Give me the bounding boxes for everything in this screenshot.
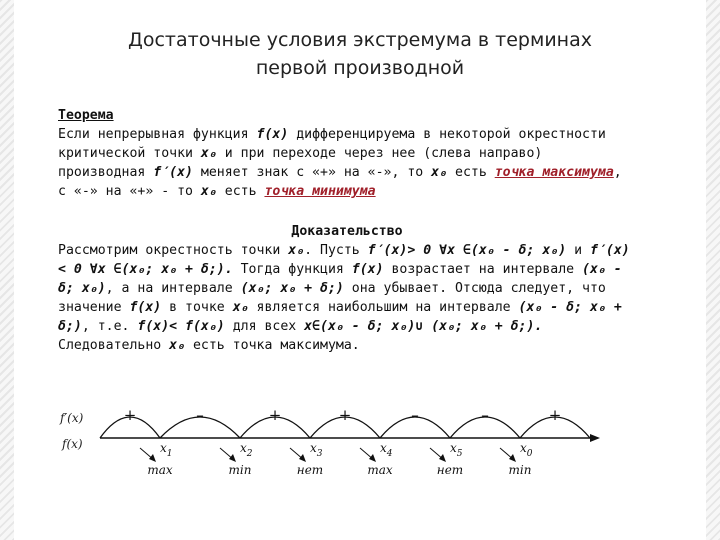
- pr-p8: в точке: [161, 300, 233, 315]
- extremum-type: max: [147, 463, 173, 477]
- point-group: [140, 441, 533, 477]
- pr-int2: (x₀; x₀ + δ;): [240, 281, 344, 296]
- extremum-type: нет: [436, 463, 464, 477]
- theorem-heading: Теорема: [58, 108, 114, 123]
- thm-fx: f(x): [256, 127, 289, 142]
- proof-heading: Доказательство: [291, 224, 403, 239]
- pr-fx0: f(x): [129, 300, 162, 315]
- title-line-1: Достаточные условия экстремума в терминах: [128, 29, 592, 51]
- arrowhead-icon: [369, 454, 376, 462]
- derivative-sign: +: [338, 406, 352, 424]
- pr-p7: она убывает. Отсюда следует, что значение: [58, 281, 606, 315]
- critical-point-label: $x_2$: [240, 441, 253, 459]
- derivative-sign: +: [268, 406, 282, 424]
- thm-t6: , с «-» на «+» - то: [58, 165, 622, 199]
- pr-int3: (x₀ - δ; x₀ + δ;): [58, 300, 622, 334]
- thm-t1: Если непрерывная функция: [58, 127, 257, 142]
- extremum-type: min: [508, 463, 532, 477]
- pr-p10: , т.е.: [81, 319, 138, 334]
- pr-p5: возрастает на интервале: [383, 262, 583, 277]
- thm-x0b: x₀: [431, 165, 448, 180]
- critical-point-label: $x_1$: [160, 441, 173, 459]
- arrowhead-icon: [509, 454, 516, 462]
- derivative-sign: +: [123, 406, 137, 424]
- arrowhead-icon: [149, 454, 156, 462]
- thm-fprime: f′(x): [153, 165, 193, 180]
- pr-ineq: f(x)< f(x₀): [137, 319, 225, 334]
- slide-title: [40, 26, 680, 82]
- sign-diagram: [0, 390, 720, 490]
- thm-t4: меняет знак с «+» на «-», то: [192, 165, 432, 180]
- critical-point-label: $x_5$: [450, 441, 463, 459]
- derivative-sign: –: [411, 406, 419, 424]
- arrowhead-icon: [439, 454, 446, 462]
- thm-t7: есть: [216, 184, 265, 199]
- derivative-sign: –: [196, 406, 204, 424]
- pr-cond2: f′(x)< 0 ∀x ∈(x₀; x₀ + δ;).: [58, 243, 630, 277]
- pr-p2: . Пусть: [304, 243, 368, 258]
- extremum-type: нет: [296, 463, 324, 477]
- thm-x0: x₀: [200, 146, 217, 161]
- row-label-fprime: f′(x): [60, 411, 84, 425]
- thm-t3: и при переходе через нее (слева направо) производная: [58, 146, 543, 180]
- pr-p11: для всех: [224, 319, 305, 334]
- derivative-sign: +: [548, 406, 562, 424]
- proof-block: [58, 222, 636, 355]
- thm-x0c: x₀: [200, 184, 217, 199]
- arrowhead-icon: [299, 454, 306, 462]
- sign-group: [124, 406, 562, 424]
- thm-t2: дифференцируема в некоторой окрестности критической точки: [58, 127, 606, 161]
- critical-point-label: $x_0$: [520, 441, 533, 459]
- row-label-f: f(x): [62, 437, 83, 451]
- pr-p3: и: [566, 243, 590, 258]
- thm-min-point: точка минимума: [264, 184, 376, 199]
- theorem-text: [58, 125, 636, 201]
- extremum-type: min: [228, 463, 252, 477]
- title-line-2: первой производной: [255, 57, 465, 79]
- theorem-block: [58, 106, 636, 201]
- critical-point-label: $x_3$: [310, 441, 323, 459]
- pr-setx: x∈(x₀ - δ; x₀)∪ (x₀; x₀ + δ;).: [304, 319, 543, 334]
- axis-arrow-icon: [590, 434, 600, 442]
- pr-p12: Следовательно: [58, 338, 170, 353]
- pr-fx: f(x): [351, 262, 384, 277]
- arrowhead-icon: [229, 454, 236, 462]
- pr-p6: , а на интервале: [105, 281, 241, 296]
- extremum-type: max: [367, 463, 393, 477]
- pr-x0c: x₀: [169, 338, 186, 353]
- pr-int1: (x₀ - δ; x₀): [58, 262, 622, 296]
- critical-point-label: $x_4$: [380, 441, 393, 459]
- thm-t5: есть: [447, 165, 495, 180]
- pr-p4: Тогда функция: [232, 262, 352, 277]
- pr-p9: является наибольшим на интервале: [248, 300, 519, 315]
- thm-max-point: точка максимума: [494, 165, 614, 180]
- pr-p1: Рассмотрим окрестность точки: [58, 243, 289, 258]
- pr-p13: есть точка максимума.: [185, 338, 360, 353]
- pr-x0b: x₀: [232, 300, 249, 315]
- proof-text: [58, 241, 636, 355]
- pr-cond1: f′(x)> 0 ∀x ∈(x₀ - δ; x₀): [367, 243, 567, 258]
- pr-x0: x₀: [288, 243, 305, 258]
- derivative-sign: –: [481, 406, 489, 424]
